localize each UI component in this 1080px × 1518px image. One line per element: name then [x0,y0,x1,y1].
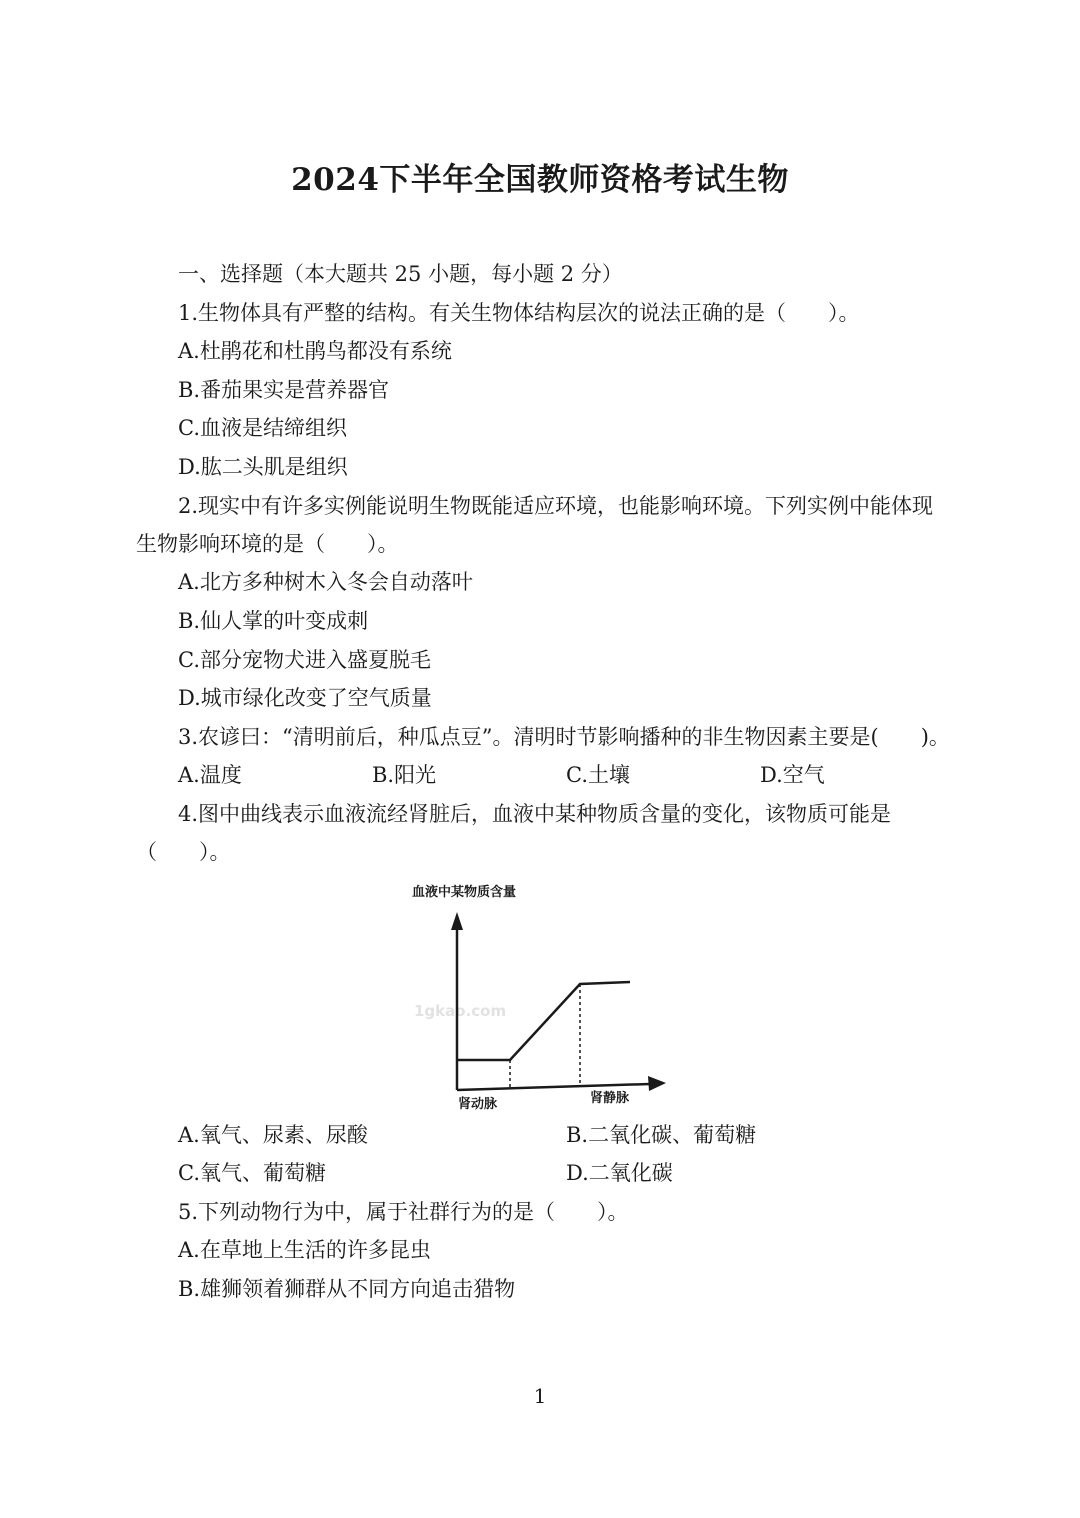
figure-watermark: 1gkao.com [414,1002,507,1020]
question-3-stem: 3.农谚曰：“清明前后，种瓜点豆”。清明时节影响播种的非生物因素主要是( )。 [178,725,950,749]
question-3-option-d: D.空气 [760,763,825,787]
question-2-stem-line2: 生物影响环境的是（ ）。 [136,532,399,556]
question-4-stem-line2: （ ）。 [136,840,231,864]
question-1-option-b: B.番茄果实是营养器官 [178,378,390,402]
section-header: 一、选择题（本大题共 25 小题，每小题 2 分） [178,262,623,286]
page-title: 2024下半年全国教师资格考试生物 [291,162,789,198]
question-2-option-c: C.部分宠物犬进入盛夏脱毛 [178,648,431,672]
figure-x-end-label: 肾静脉 [590,1091,630,1106]
question-2-option-d: D.城市绿化改变了空气质量 [178,686,432,710]
question-2-option-a: A.北方多种树木入冬会自动落叶 [178,570,473,594]
question-4-figure [400,876,680,1116]
question-4-option-a: A.氧气、尿素、尿酸 [178,1123,368,1147]
figure-curve [457,982,630,1060]
question-1-option-a: A.杜鹃花和杜鹃鸟都没有系统 [178,339,452,363]
figure-y-axis-label: 血液中某物质含量 [412,885,517,900]
figure-x-axis [457,1084,650,1090]
question-1-option-d: D.肱二头肌是组织 [178,455,348,479]
question-4-stem-line1: 4.图中曲线表示血液流经肾脏后，血液中某种物质含量的变化，该物质可能是 [178,802,892,826]
question-5-stem: 5.下列动物行为中，属于社群行为的是（ ）。 [178,1200,629,1224]
question-4-option-b: B.二氧化碳、葡萄糖 [566,1123,757,1147]
question-3-option-b: B.阳光 [372,763,437,787]
question-2-stem-line1: 2.现实中有许多实例能说明生物既能适应环境，也能影响环境。下列实例中能体现 [178,494,934,518]
figure-x-start-label: 肾动脉 [458,1097,498,1112]
question-3-option-c: C.土壤 [566,763,630,787]
page-number: 1 [533,1384,547,1408]
figure-x-axis-arrow [648,1076,666,1091]
question-3-option-a: A.温度 [178,763,242,787]
question-4-option-c: C.氧气、葡萄糖 [178,1161,326,1185]
question-5-option-a: A.在草地上生活的许多昆虫 [178,1238,431,1262]
question-2-option-b: B.仙人掌的叶变成刺 [178,609,369,633]
figure-y-axis-arrow [451,912,463,930]
question-1-option-c: C.血液是结缔组织 [178,416,347,440]
question-5-option-b: B.雄狮领着狮群从不同方向追击猎物 [178,1277,516,1301]
question-4-option-d: D.二氧化碳 [566,1161,673,1185]
question-1-stem: 1.生物体具有严整的结构。有关生物体结构层次的说法正确的是（ ）。 [178,301,860,325]
